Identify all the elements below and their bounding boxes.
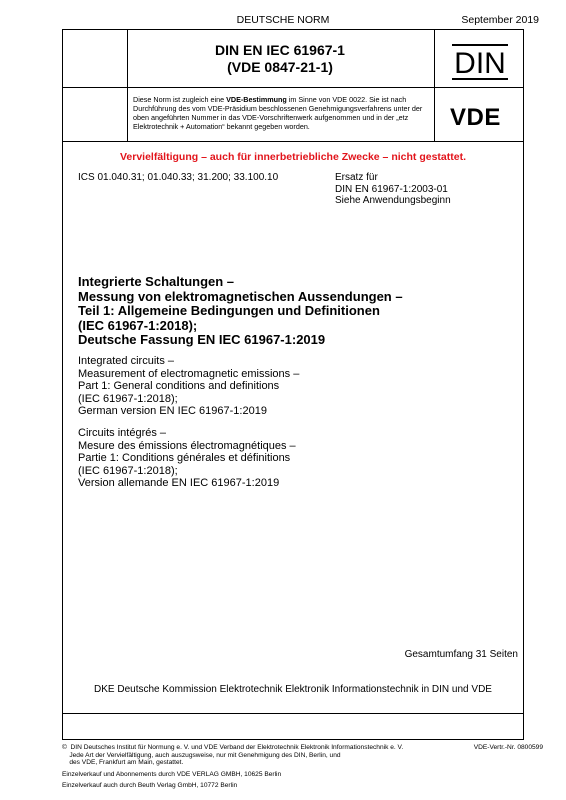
total-pages: Gesamtumfang 31 Seiten <box>404 649 518 660</box>
title-french <box>78 427 296 490</box>
document-number-line1: DIN EN IEC 61967-1 <box>215 42 345 58</box>
copyright-notice <box>62 744 457 767</box>
dke-commission: DKE Deutsche Kommission Elektrotechnik Elektronik Informationstechnik in DIN und VDE <box>94 684 492 695</box>
reproduction-notice: Vervielfältigung – auch für innerbetriebliche Zwecke – nicht gestattet. <box>119 151 466 163</box>
vde-logo: VDE <box>450 104 501 131</box>
document-number-line2: (VDE 0847-21-1) <box>227 59 333 75</box>
title-en-line: Measurement of electromagnetic emissions – <box>78 367 300 380</box>
title-german <box>78 275 403 348</box>
title-fr-line: Mesure des émissions électromagnétiques – <box>78 439 296 452</box>
document-number <box>130 42 430 76</box>
replacement-line1: Ersatz für <box>335 172 378 183</box>
vde-determination-note <box>133 95 429 131</box>
sales-info-vde: Einzelverkauf und Abonnements durch VDE VERLAG GMBH, 10625 Berlin <box>62 771 282 778</box>
vde-note-prefix: Diese Norm ist zugleich eine <box>133 95 227 104</box>
divider-title <box>63 87 523 88</box>
title-en-line: Integrated circuits – <box>78 355 174 367</box>
title-english <box>78 355 299 418</box>
replacement-line2: DIN EN 61967-1:2003-01 <box>335 183 448 195</box>
title-fr-line: Version allemande EN IEC 61967-1:2019 <box>78 477 280 489</box>
ics-codes: ICS 01.040.31; 01.040.33; 31.200; 33.100.10 <box>78 172 279 183</box>
divider-note <box>63 141 523 142</box>
title-en-line: Part 1: General conditions and definitions <box>78 380 280 392</box>
norm-type-label: DEUTSCHE NORM <box>236 14 330 26</box>
din-logo-text: DIN <box>454 47 506 80</box>
title-en-line: German version EN IEC 61967-1:2019 <box>78 405 267 417</box>
title-de-line: Teil 1: Allgemeine Bedingungen und Definitionen <box>78 303 380 318</box>
replacement-line3: Siehe Anwendungsbeginn <box>335 195 451 206</box>
title-fr-line: Partie 1: Conditions générales et définitions <box>78 452 291 464</box>
title-de-line: (IEC 61967-1:2018); <box>78 317 198 333</box>
title-en-line: (IEC 61967-1:2018); <box>78 392 178 405</box>
copyright-line: des VDE, Frankfurt am Main, gestattet. <box>62 759 184 767</box>
vde-note-suffix: im Sinne von VDE 0022. Sie ist nach Durchführung des vom VDE-Präsidium beschlossenen Genehmigungsverfahrens unter der oben angeführten Nummer in das VDE-Vorschriftenwerk aufgenommen und in der „etz Elektrotechnik + Automation“ bekannt gegeben worden. <box>133 95 423 131</box>
din-logo <box>452 44 508 80</box>
title-de-line: Deutsche Fassung EN IEC 61967-1:2019 <box>78 332 326 347</box>
divider-dke <box>63 713 523 714</box>
title-fr-line: Circuits intégrés – <box>78 427 167 439</box>
divider-left-col <box>127 30 128 141</box>
copyright-line: © DIN Deutsches Institut für Normung e. V. und VDE Verband der Elektrotechnik Elektronik Informationstechnik e. V. <box>62 744 404 751</box>
replacement-info <box>335 172 451 207</box>
vde-contract-number: VDE-Vertr.-Nr. 0800599 <box>473 744 543 751</box>
sales-info-beuth: Einzelverkauf auch durch Beuth Verlag GmbH, 10772 Berlin <box>62 782 238 789</box>
publication-date: September 2019 <box>461 14 539 26</box>
title-de-line: Integrierte Schaltungen – <box>78 274 235 289</box>
title-fr-line: (IEC 61967-1:2018); <box>78 464 178 477</box>
divider-right-col <box>434 30 435 141</box>
vde-note-bold: VDE-Bestimmung <box>226 95 287 104</box>
title-de-line: Messung von elektromagnetischen Aussendungen – <box>78 288 403 304</box>
copyright-line: Jede Art der Vervielfältigung, auch auszugsweise, nur mit Genehmigung des DIN, Berlin, und <box>62 751 341 759</box>
